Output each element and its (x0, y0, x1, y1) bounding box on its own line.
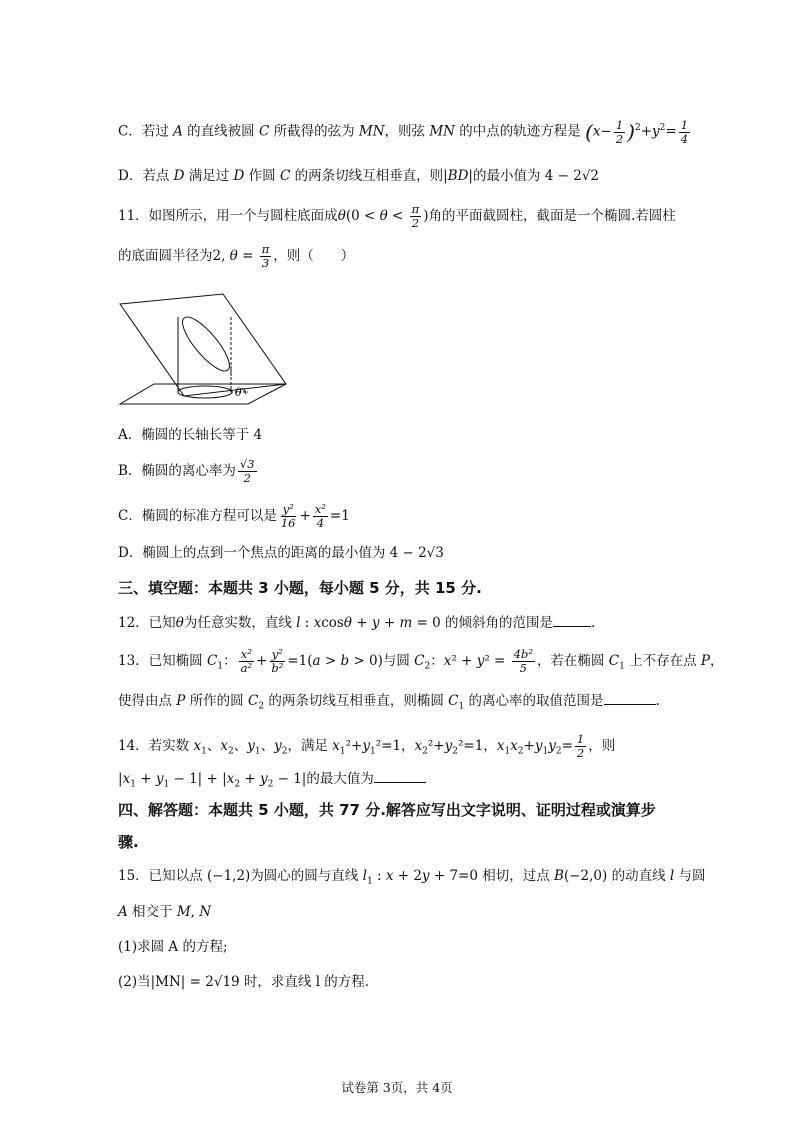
cylinder-section-figure (118, 292, 293, 416)
q12-text: 12．已知θ为任意实数，直线 l : xcosθ + y + m = 0 的倾斜角的范围是 . (118, 612, 595, 633)
q13-line2: 使得由点 P 所作的圆 $C_2$ 的两条切线互相垂直，则椭圆 $C_1$ 的离心率的取值范围是 . (118, 690, 660, 717)
section-ellipse (176, 311, 237, 377)
q11-stem-line2: 的底面圆半径为2, θ = $\frac{\pi}{3}$ ，则（ ） (118, 242, 355, 270)
section-4-heading-line1: 四、解答题：本题共 5 小题，共 77 分.解答应写出文字说明、证明过程或演算步 (118, 801, 656, 819)
q11-option-a: A．椭圆的长轴长等于 4 (118, 427, 263, 443)
cylinder-diagram (118, 292, 293, 412)
page-footer: 试卷第 3页，共 4页 (341, 1080, 453, 1095)
q15-part2: (2)当|MN| = 2√19 时，求直线 l 的方程. (118, 974, 370, 990)
q14-line2: $|x_1 + y_1 - 1| + |x_2 + y_2 - 1|$的最大值为 (118, 768, 426, 795)
q13-line1: 13．已知椭圆 $C_1$： $\frac{\text{x²}}{\text{a²}}$ + $\frac{\text{y²}}{\text{b²}}$ =1(a > b > 0)与圆 $C_2$：x² + y² = $\frac{\text{4b²}}{5}$ ，若在椭圆 $C_1$ 上不存在点 P， (118, 647, 724, 675)
q14-line1: 14．若实数 $x_1$、$x_2$、$y_1$、$y_2$，满足 $x_1^2+y_1^2=1$，$x_2^2+y_2^2=1$，$x_1x_2+y_1y_2=$ $\frac{1}{2}$ ，则 (118, 732, 616, 760)
section-4-heading-line2: 骤. (118, 833, 139, 851)
base-ellipse (178, 386, 232, 398)
angle-theta-label: θ (235, 386, 242, 399)
section-3-heading: 三、填空题：本题共 3 小题，每小题 5 分，共 15 分. (118, 579, 482, 597)
q15-line1: 15．已知以点 (−1,2)为圆心的圆与直线 $l_1$ : x + 2y + 7=0 相切，过点 B(−2,0) 的动直线 l 与圆 (118, 868, 706, 887)
q10-option-d: D．若点 D 满足过 D 作圆 C 的两条切线互相垂直，则|BD|的最小值为 4 − 2√2 (118, 168, 600, 184)
q11-option-c: C．椭圆的标准方程可以是 $\frac{\text{y²}}{16}$ + $\frac{\text{x²}}{4}$ =1 (118, 502, 350, 530)
q15-line2: A 相交于 M, N (118, 904, 212, 920)
q11-option-d: D．椭圆上的点到一个焦点的距离的最小值为 4 − 2√3 (118, 545, 444, 561)
q11-stem-line1: 11．如图所示，用一个与圆柱底面成θ(0 < θ < $\frac{\pi}{2}$ )角的平面截圆柱，截面是一个椭圆.若圆柱 (118, 202, 676, 230)
q15-part1: (1)求圆 A 的方程; (118, 939, 228, 955)
q11-option-b: B．椭圆的离心率为 $\frac{√3}{2}$ (118, 457, 255, 485)
q10-option-c: C．若过 A 的直线被圆 C 所截得的弦为 MN，则弦 MN 的中点的轨迹方程是 (x− $\frac{1}{2}$ )$^2+y^2=$ $\frac{1}{4}$ (118, 117, 689, 146)
